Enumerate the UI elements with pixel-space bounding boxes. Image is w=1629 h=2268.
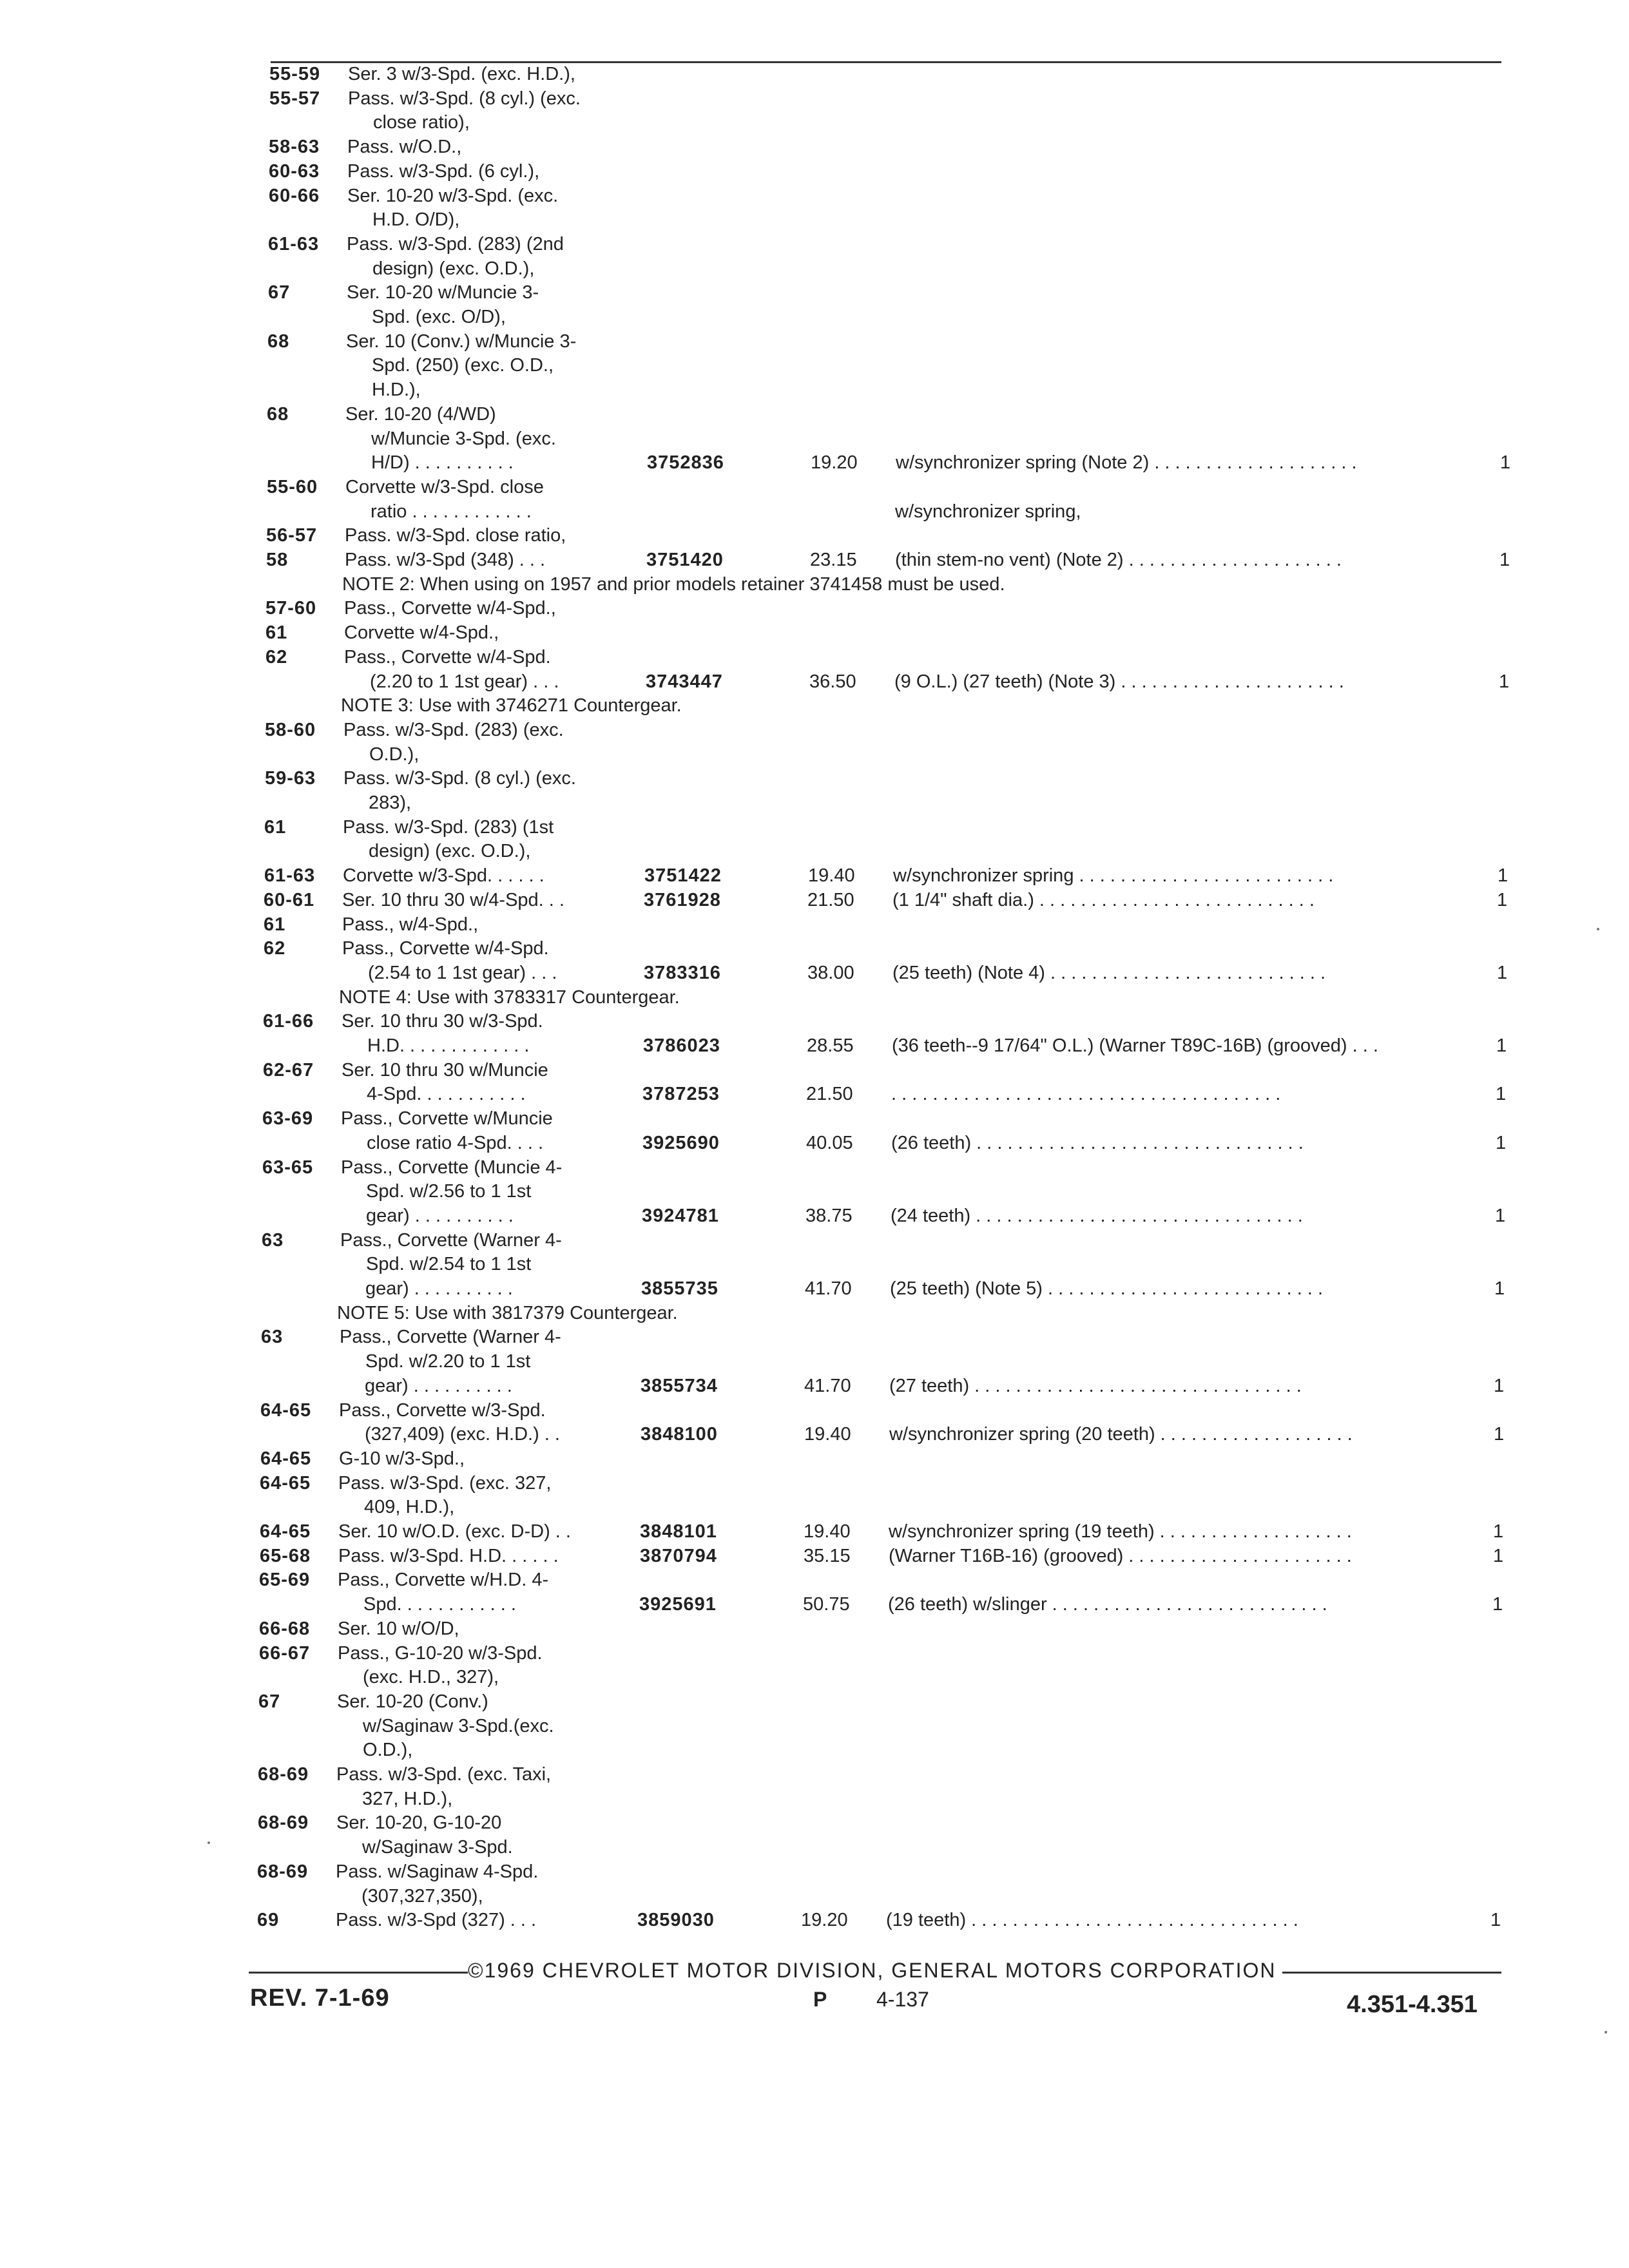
table-row: [0, 888, 1623, 912]
quantity: 1: [1498, 865, 1509, 887]
application-description: gear) . . . . . . . . . .: [365, 1375, 512, 1396]
quantity: 1: [1496, 1084, 1507, 1105]
application-description: Spd. w/2.56 to 1 1st: [366, 1181, 532, 1202]
copyright-line: ©1969 CHEVROLET MOTOR DIVISION, GENERAL MOTORS CORPORATION: [468, 1959, 1277, 1982]
part-number: 3743447: [646, 671, 723, 692]
note-row: [0, 572, 1626, 597]
section-number: 4.351-4.351: [1347, 1991, 1478, 2018]
application-description: Pass. w/3-Spd. (exc. Taxi,: [336, 1764, 552, 1785]
table-row: [0, 1276, 1621, 1301]
part-note: (9 O.L.) (27 teeth) (Note 3) . . . . . . . . . . . . . . . . . . . . . .: [894, 671, 1344, 692]
application-description: G-10 w/3-Spd.,: [339, 1448, 465, 1469]
table-row: [0, 62, 1629, 86]
part-number: 3761928: [644, 889, 721, 910]
quantity: 1: [1494, 1424, 1505, 1445]
note-text: NOTE 5: Use with 3817379 Countergear.: [337, 1302, 678, 1323]
part-number: 3924781: [642, 1205, 719, 1226]
quantity: 1: [1493, 1545, 1504, 1566]
model-years: 64-65: [260, 1399, 312, 1421]
application-description: Pass., Corvette w/H.D. 4-: [338, 1570, 549, 1591]
table-row: [0, 791, 1624, 815]
model-years: 55-59: [269, 64, 321, 84]
application-description: Pass., Corvette w/4-Spd.: [344, 646, 551, 668]
scan-speck: [1605, 2031, 1607, 2033]
table-row: [0, 1106, 1622, 1131]
table-row: [0, 1495, 1619, 1519]
part-note: (36 teeth--9 17/64" O.L.) (Warner T89C-16B) (grooved) . . .: [892, 1035, 1378, 1056]
table-row: [0, 645, 1625, 669]
list-price: 19.40: [804, 1521, 851, 1542]
part-number: 3859030: [637, 1910, 715, 1931]
page-prefix: P: [813, 1988, 827, 2011]
list-price: 21.50: [806, 1084, 853, 1105]
application-description: Ser. 10-20 w/Muncie 3-: [347, 282, 539, 303]
table-row: [0, 256, 1628, 281]
quantity: 1: [1497, 889, 1508, 910]
quantity: 1: [1499, 671, 1510, 692]
model-years: 62: [265, 646, 288, 668]
revision-date: REV. 7-1-69: [250, 1984, 390, 2012]
table-row: [0, 1204, 1621, 1228]
table-row: [0, 815, 1624, 840]
table-row: [0, 1228, 1621, 1253]
table-row: [0, 1422, 1620, 1446]
table-row: [0, 378, 1627, 402]
scan-speck: [1597, 928, 1599, 930]
part-note: w/synchronizer spring,: [895, 501, 1081, 522]
part-number: 3752836: [647, 452, 724, 474]
model-years: 68-69: [258, 1812, 309, 1834]
part-number: 3751420: [646, 550, 724, 570]
application-description: Ser. 10 thru 30 w/Muncie: [342, 1059, 548, 1081]
table-row: [0, 1082, 1622, 1106]
table-row: [0, 1714, 1618, 1738]
table-row: [0, 1325, 1621, 1349]
application-description: O.D.),: [363, 1740, 413, 1761]
note-row: [0, 985, 1623, 1010]
model-years: 68-69: [258, 1764, 309, 1785]
application-description: Pass., Corvette w/4-Spd.: [342, 938, 549, 959]
part-number: 3855734: [641, 1375, 718, 1396]
list-price: 36.50: [809, 671, 856, 692]
model-years: 64-65: [260, 1521, 311, 1542]
model-years: 69: [257, 1910, 280, 1931]
table-row: [0, 1519, 1619, 1544]
part-number: 3848100: [641, 1424, 718, 1445]
model-years: 61: [265, 622, 288, 644]
application-description: Pass. w/O.D.,: [347, 137, 462, 158]
table-row: [0, 1908, 1617, 1932]
table-row: [0, 329, 1627, 354]
quantity: 1: [1499, 550, 1510, 570]
part-number: 3848101: [640, 1521, 717, 1542]
note-row: [0, 693, 1624, 718]
table-row: [0, 766, 1624, 791]
quantity: 1: [1493, 1521, 1504, 1542]
application-description: Pass., Corvette w/Muncie: [341, 1108, 553, 1129]
note-row: [0, 1301, 1621, 1325]
part-note: (Warner T16B-16) (grooved) . . . . . . . . . . . . . . . . . . . . . .: [889, 1545, 1352, 1566]
application-description: Corvette w/4-Spd.,: [344, 622, 499, 644]
application-description: w/Muncie 3-Spd. (exc.: [371, 428, 556, 449]
application-description: Pass. w/3-Spd (327) . . .: [336, 1910, 537, 1931]
application-description: H.D.),: [372, 380, 421, 401]
model-years: 63-65: [262, 1157, 314, 1178]
quantity: 1: [1496, 1035, 1507, 1056]
table-row: [0, 669, 1625, 694]
model-years: 62: [264, 938, 286, 959]
table-row: [0, 523, 1626, 548]
part-note: (25 teeth) (Note 5) . . . . . . . . . . . . . . . . . . . . . . . . . . .: [890, 1278, 1324, 1299]
application-description: Pass., Corvette (Warner 4-: [340, 1229, 562, 1251]
model-years: 58-60: [265, 719, 316, 740]
list-price: 23.15: [810, 550, 857, 570]
model-years: 59-63: [265, 768, 316, 789]
list-price: 38.00: [807, 962, 854, 983]
table-row: [0, 207, 1628, 232]
table-row: [0, 159, 1628, 184]
application-description: w/Saginaw 3-Spd.: [362, 1837, 513, 1858]
table-row: [0, 1592, 1619, 1617]
table-row: [0, 548, 1626, 572]
application-description: Corvette w/3-Spd. close: [345, 476, 544, 497]
application-description: Pass., Corvette (Muncie 4-: [341, 1157, 563, 1178]
table-row: [0, 86, 1629, 111]
table-row: [0, 1787, 1617, 1811]
application-description: Corvette w/3-Spd. . . . . .: [343, 865, 545, 887]
application-description: Spd. w/2.20 to 1 1st: [365, 1351, 531, 1372]
application-description: w/Saginaw 3-Spd.(exc.: [363, 1715, 554, 1736]
table-row: [0, 402, 1626, 427]
application-description: 409, H.D.),: [364, 1497, 455, 1518]
table-row: [0, 1811, 1617, 1835]
part-number: 3787253: [642, 1084, 720, 1105]
table-row: [0, 1446, 1620, 1471]
part-note: (26 teeth) w/slinger . . . . . . . . . . . . . . . . . . . . . . . . . . .: [888, 1594, 1327, 1615]
application-description: 283),: [369, 793, 412, 813]
table-row: [0, 1471, 1619, 1495]
model-years: 55-57: [269, 88, 321, 109]
part-note: (25 teeth) (Note 4) . . . . . . . . . . . . . . . . . . . . . . . . . . .: [892, 962, 1326, 983]
application-description: Pass., Corvette w/3-Spd.: [339, 1399, 546, 1421]
table-row: [0, 110, 1628, 135]
part-number: 3783316: [644, 962, 721, 983]
model-years: 61: [264, 914, 286, 935]
model-years: 67: [268, 282, 291, 303]
application-description: (exc. H.D., 327),: [363, 1667, 499, 1688]
table-row: [0, 232, 1628, 256]
list-price: 19.40: [804, 1424, 851, 1445]
model-years: 63: [262, 1229, 284, 1251]
application-description: Spd. w/2.54 to 1 1st: [366, 1254, 532, 1275]
footer-rule-left: [249, 1972, 468, 1974]
application-description: Pass. w/3-Spd (348) . . .: [345, 550, 546, 570]
model-years: 55-60: [267, 476, 318, 497]
model-years: 68: [267, 403, 289, 425]
list-price: 28.55: [807, 1035, 854, 1056]
table-row: [0, 1568, 1619, 1592]
application-description: Ser. 10 thru 30 w/4-Spd. . .: [342, 889, 564, 910]
application-description: Ser. 10-20 w/3-Spd. (exc.: [347, 185, 559, 206]
list-price: 50.75: [803, 1594, 850, 1615]
table-row: [0, 1641, 1619, 1666]
part-note: (1 1/4" shaft dia.) . . . . . . . . . . . . . . . . . . . . . . . . . . .: [892, 889, 1315, 910]
application-description: Pass. w/3-Spd. (283) (exc.: [343, 719, 564, 740]
application-description: O.D.),: [369, 744, 419, 765]
table-row: [0, 135, 1628, 159]
table-row: [0, 1374, 1620, 1398]
list-price: 40.05: [806, 1132, 853, 1153]
application-description: Pass. w/3-Spd. (8 cyl.) (exc.: [343, 768, 576, 789]
note-text: NOTE 2: When using on 1957 and prior models retainer 3741458 must be used.: [342, 573, 1005, 595]
table-row: [0, 1835, 1617, 1860]
table-row: [0, 839, 1624, 863]
quantity: 1: [1496, 1132, 1507, 1153]
application-description: Pass., G-10-20 w/3-Spd.: [338, 1642, 543, 1664]
part-note: w/synchronizer spring . . . . . . . . . . . . . . . . . . . . . . . . .: [893, 865, 1334, 887]
table-row: [0, 863, 1624, 888]
table-row: [0, 1179, 1621, 1204]
table-row: [0, 718, 1624, 742]
application-description: Ser. 3 w/3-Spd. (exc. H.D.),: [348, 64, 575, 84]
application-description: design) (exc. O.D.),: [369, 841, 531, 862]
table-row: [0, 184, 1628, 208]
application-description: Pass. w/3-Spd. (exc. 327,: [338, 1472, 552, 1494]
model-years: 60-66: [269, 185, 320, 206]
part-number: 3786023: [643, 1035, 720, 1056]
application-description: gear) . . . . . . . . . .: [366, 1205, 514, 1226]
model-years: 68: [267, 331, 290, 352]
application-description: Ser. 10-20, G-10-20: [336, 1812, 502, 1834]
list-price: 19.20: [801, 1910, 848, 1931]
application-description: Pass. w/3-Spd. (283) (2nd: [347, 233, 564, 255]
page-number: 4-137: [876, 1988, 929, 2011]
model-years: 60-61: [264, 889, 315, 910]
application-description: (307,327,350),: [361, 1885, 483, 1907]
table-row: [0, 936, 1623, 961]
model-years: 57-60: [265, 598, 317, 619]
model-years: 64-65: [260, 1448, 312, 1469]
part-number: 3870794: [640, 1545, 717, 1566]
model-years: 56-57: [266, 525, 318, 546]
table-row: [0, 1155, 1622, 1180]
footer-rule-right: [1282, 1972, 1501, 1974]
part-note: w/synchronizer spring (19 teeth) . . . . . . . . . . . . . . . . . . .: [889, 1521, 1352, 1542]
list-price: 19.20: [811, 452, 858, 474]
application-description: design) (exc. O.D.),: [372, 258, 535, 279]
model-years: 63-69: [262, 1108, 314, 1129]
table-row: [0, 1689, 1618, 1714]
model-years: 67: [258, 1691, 281, 1712]
application-description: H.D. . . . . . . . . . . . .: [367, 1035, 530, 1056]
application-description: Pass. w/3-Spd. H.D. . . . . .: [338, 1545, 559, 1566]
part-number: 3925690: [642, 1132, 720, 1153]
application-description: Ser. 10 (Conv.) w/Muncie 3-: [346, 331, 577, 352]
application-description: close ratio),: [373, 112, 470, 133]
model-years: 58: [266, 550, 289, 570]
application-description: (327,409) (exc. H.D.) . .: [365, 1424, 560, 1445]
part-number: 3855735: [641, 1278, 718, 1299]
application-description: Pass. w/3-Spd. close ratio,: [345, 525, 566, 546]
part-number: 3751422: [644, 865, 722, 887]
table-row: [0, 1009, 1623, 1033]
table-row: [0, 912, 1623, 937]
table-row: [0, 1058, 1623, 1082]
list-price: 21.50: [807, 889, 854, 910]
model-years: 61-63: [268, 233, 320, 255]
table-row: [0, 427, 1626, 451]
application-description: Pass., Corvette (Warner 4-: [340, 1327, 561, 1348]
table-row: [0, 1398, 1620, 1423]
list-price: 19.40: [808, 865, 855, 887]
quantity: 1: [1492, 1594, 1503, 1615]
quantity: 1: [1490, 1910, 1501, 1931]
model-years: 61-63: [264, 865, 316, 887]
part-note: (thin stem-no vent) (Note 2) . . . . . . . . . . . . . . . . . . . . .: [895, 550, 1342, 570]
table-row: [0, 1738, 1618, 1762]
model-years: 61: [264, 816, 287, 838]
application-description: Ser. 10 thru 30 w/3-Spd.: [342, 1011, 543, 1032]
table-row: [0, 1860, 1617, 1884]
model-years: 66-67: [259, 1642, 311, 1664]
scan-speck: [207, 1841, 210, 1844]
part-note: (27 teeth) . . . . . . . . . . . . . . . . . . . . . . . . . . . . . . . .: [889, 1375, 1302, 1396]
model-years: 61-66: [263, 1011, 314, 1032]
part-number: 3925691: [639, 1594, 717, 1615]
table-row: [0, 1252, 1621, 1276]
application-description: Ser. 10-20 (4/WD): [345, 403, 496, 425]
table-row: [0, 499, 1626, 524]
list-price: 38.75: [805, 1205, 853, 1226]
table-row: [0, 1349, 1621, 1374]
application-description: Spd. (exc. O/D),: [372, 307, 506, 327]
quantity: 1: [1495, 1205, 1506, 1226]
application-description: Pass. w/3-Spd. (283) (1st: [343, 816, 554, 838]
table-row: [0, 1884, 1617, 1908]
application-description: Pass. w/3-Spd. (6 cyl.),: [347, 160, 540, 182]
application-description: Ser. 10 w/O/D,: [338, 1618, 459, 1639]
table-row: [0, 1617, 1619, 1641]
model-years: 66-68: [259, 1618, 311, 1639]
model-years: 65-68: [260, 1545, 311, 1566]
table-row: [0, 1665, 1618, 1689]
table-row: [0, 742, 1624, 767]
model-years: 65-69: [259, 1570, 311, 1591]
table-row: [0, 353, 1627, 378]
model-years: 64-65: [260, 1472, 311, 1494]
table-row: [0, 961, 1623, 985]
part-note: . . . . . . . . . . . . . . . . . . . . . . . . . . . . . . . . . . . . . .: [891, 1084, 1281, 1105]
list-price: 41.70: [804, 1375, 851, 1396]
model-years: 58-63: [269, 137, 320, 158]
application-description: H/D) . . . . . . . . . .: [371, 452, 514, 474]
application-description: (2.54 to 1 1st gear) . . .: [368, 962, 557, 983]
list-price: 41.70: [805, 1278, 852, 1299]
model-years: 62-67: [263, 1059, 314, 1081]
model-years: 63: [261, 1327, 284, 1348]
application-description: Pass., w/4-Spd.,: [342, 914, 479, 935]
application-description: ratio . . . . . . . . . . . .: [371, 501, 532, 522]
application-description: Ser. 10 w/O.D. (exc. D-D) . .: [338, 1521, 571, 1542]
part-note: (26 teeth) . . . . . . . . . . . . . . . . . . . . . . . . . . . . . . . .: [891, 1132, 1304, 1153]
part-note: (19 teeth) . . . . . . . . . . . . . . . . . . . . . . . . . . . . . . . .: [886, 1910, 1298, 1931]
application-description: H.D. O/D),: [372, 209, 460, 231]
quantity: 1: [1494, 1278, 1505, 1299]
note-text: NOTE 3: Use with 3746271 Countergear.: [341, 695, 682, 716]
list-price: 35.15: [804, 1545, 851, 1566]
table-row: [0, 475, 1626, 499]
application-description: 327, H.D.),: [362, 1788, 453, 1809]
table-row: [0, 620, 1625, 645]
quantity: 1: [1500, 452, 1511, 474]
part-note: (24 teeth) . . . . . . . . . . . . . . . . . . . . . . . . . . . . . . . .: [891, 1205, 1303, 1226]
table-row: [0, 305, 1627, 329]
application-description: Pass. w/Saginaw 4-Spd.: [336, 1861, 539, 1882]
table-row: [0, 280, 1628, 305]
table-row: [0, 450, 1626, 475]
table-row: [0, 1033, 1623, 1058]
application-description: 4-Spd. . . . . . . . . . .: [367, 1084, 526, 1105]
application-description: Spd. . . . . . . . . . . .: [363, 1594, 516, 1615]
application-description: close ratio 4-Spd. . . .: [367, 1132, 544, 1153]
part-note: w/synchronizer spring (20 teeth) . . . . . . . . . . . . . . . . . . .: [889, 1424, 1353, 1445]
application-description: Pass., Corvette w/4-Spd.,: [344, 598, 556, 619]
application-description: Spd. (250) (exc. O.D.,: [372, 355, 554, 376]
table-row: [0, 596, 1625, 620]
application-description: (2.20 to 1 1st gear) . . .: [370, 671, 559, 692]
application-description: Ser. 10-20 (Conv.): [337, 1691, 488, 1712]
model-years: 68-69: [257, 1861, 309, 1882]
application-description: gear) . . . . . . . . . .: [365, 1278, 513, 1299]
model-years: 60-63: [269, 160, 320, 182]
application-description: Pass. w/3-Spd. (8 cyl.) (exc.: [348, 88, 581, 109]
table-row: [0, 1131, 1622, 1155]
note-text: NOTE 4: Use with 3783317 Countergear.: [339, 986, 680, 1008]
part-note: w/synchronizer spring (Note 2) . . . . . . . . . . . . . . . . . . . .: [896, 452, 1357, 474]
table-row: [0, 1762, 1617, 1787]
table-row: [0, 1544, 1619, 1568]
quantity: 1: [1494, 1375, 1505, 1396]
quantity: 1: [1497, 962, 1508, 983]
